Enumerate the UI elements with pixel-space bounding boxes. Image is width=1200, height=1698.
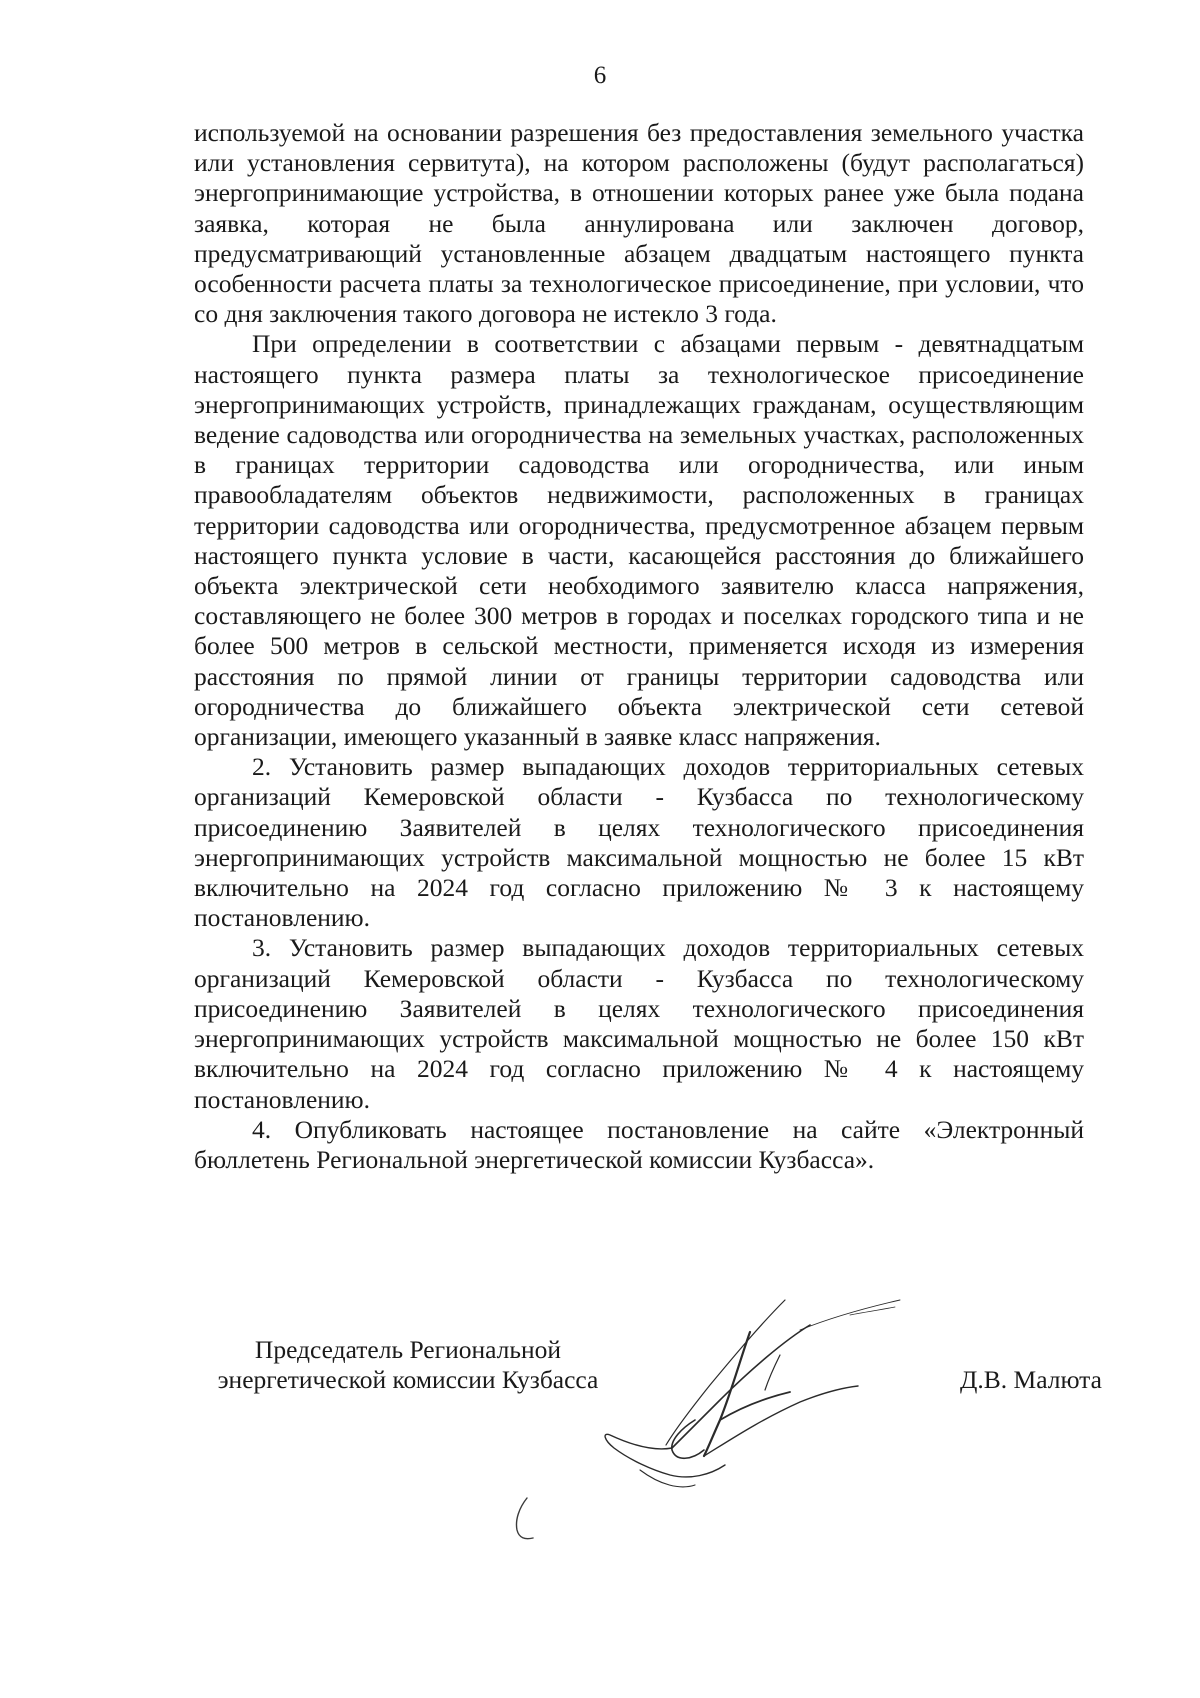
signatory-position <box>188 1335 628 1395</box>
paragraph-item-2: 2. Установить размер выпадающих доходов территориальных сетевых организаций Кемеровской области - Кузбасса по технологическому присоединению Заявителей в целях технологического присоединения энергопринимающих устройств максимальной мощностью не более 15 кВт включительно на 2024 год согласно приложению № 3 к настоящему постановлению. <box>194 752 1084 933</box>
page-number: 6 <box>593 62 607 89</box>
signatory-position-line1: Председатель Региональной <box>254 1335 562 1364</box>
signatory-name: Д.В. Малюта <box>960 1365 1102 1394</box>
signatory-position-line2: энергетической комиссии Кузбасса <box>217 1365 599 1395</box>
handwritten-mark-icon <box>505 1490 545 1550</box>
paragraph-gardening-condition: При определении в соответствии с абзацами первым - девятнадцатым настоящего пункта размера платы за технологическое присоединение энергопринимающих устройств, принадлежащих гражданам, осуществляющим ведение садоводства или огородничества на земельных участках, расположенных в границах территории садоводства или огородничества, или иным правообладателям объектов недвижимости, расположенных в границах территории садоводства или огородничества, предусмотренное абзацем первым настоящего пункта условие в части, касающейся расстояния до ближайшего объекта электрической сети необходимого заявителю класса напряжения, составляющего не более 300 метров в городах и поселках городского типа и не более 500 метров в сельской местности, применяется исходя из измерения расстояния по прямой линии от границы территории садоводства или огородничества до ближайшего объекта электрической сети сетевой организации, имеющего указанный в заявке класс напряжения. <box>194 329 1084 752</box>
paragraph-continuation: используемой на основании разрешения без предоставления земельного участка или установления сервитута), на котором расположены (будут располагаться) энергопринимающие устройства, в отношении которых ранее уже была подана заявка, которая не была аннулирована или заключен договор, предусматривающий установленные абзацем двадцатым настоящего пункта особенности расчета платы за технологическое присоединение, при условии, что со дня заключения такого договора не истекло 3 года. <box>194 118 1084 329</box>
paragraph-item-4: 4. Опубликовать настоящее постановление на сайте «Электронный бюллетень Региональной энергетической комиссии Кузбасса». <box>194 1114 1084 1174</box>
document-body <box>194 118 1084 1175</box>
paragraph-item-3: 3. Установить размер выпадающих доходов территориальных сетевых организаций Кемеровской области - Кузбасса по технологическому присоединению Заявителей в целях технологического присоединения энергопринимающих устройств максимальной мощностью не более 150 кВт включительно на 2024 год согласно приложению № 4 к настоящему постановлению. <box>194 933 1084 1114</box>
handwritten-signature-icon <box>600 1270 960 1520</box>
